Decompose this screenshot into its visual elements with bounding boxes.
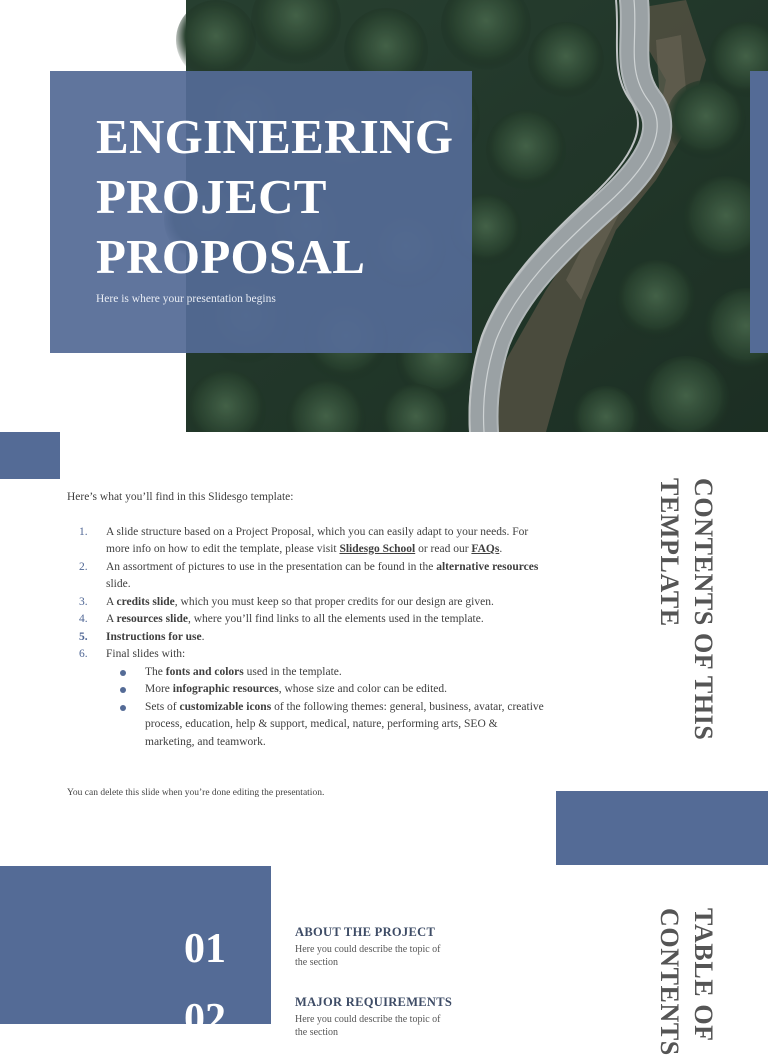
contents-slide xyxy=(0,432,768,866)
contents-list-item xyxy=(67,629,547,647)
title-line-1: ENGINEERING xyxy=(96,109,454,164)
bold-text: Instructions for use xyxy=(106,630,202,643)
toc-item-desc: Here you could describe the topic of the section xyxy=(295,1014,441,1038)
bold-text: infographic resources xyxy=(172,683,279,695)
accent-strip xyxy=(750,71,768,353)
contents-list-item xyxy=(67,594,547,612)
bold-text: credits slide xyxy=(116,595,175,608)
text-span: A xyxy=(106,595,117,608)
list-item-number: 4. xyxy=(79,613,88,625)
text-link[interactable]: FAQs xyxy=(471,543,500,555)
text-span: More xyxy=(145,683,173,695)
list-item-text xyxy=(106,613,484,625)
contents-title-line-1: CONTENTS OF THIS xyxy=(689,478,718,741)
list-item-text xyxy=(106,561,538,591)
toc-title-line-1: TABLE OF xyxy=(689,908,718,1042)
bold-text: resources slide xyxy=(116,613,188,625)
list-item-text xyxy=(106,648,185,660)
text-span: of the following themes: general, business, avatar, creative process, education, help & support, medical, nature, performing arts, SEO & marketing, and teamwork. xyxy=(145,700,544,748)
sub-bullet-list xyxy=(106,664,547,752)
text-span: , which you must keep so that proper credits for our design are given. xyxy=(174,595,494,608)
toc-item-desc: Here you could describe the topic of the section xyxy=(295,944,441,968)
text-span: slide. xyxy=(106,578,131,590)
contents-title-line-2: TEMPLATE xyxy=(655,478,684,627)
sub-bullet-item xyxy=(106,681,547,699)
contents-list xyxy=(67,524,547,752)
title-line-2: PROJECT xyxy=(96,169,327,224)
text-span: . xyxy=(201,630,205,643)
title-panel xyxy=(50,71,472,353)
text-span: used in the template. xyxy=(243,665,342,678)
text-span: or read our xyxy=(415,543,472,555)
accent-square xyxy=(0,432,60,479)
section-number-01: 01 xyxy=(184,926,226,972)
presentation-title xyxy=(96,107,476,287)
text-span: Final slides with: xyxy=(106,648,186,660)
text-span: The xyxy=(145,665,166,678)
toc-vertical-title xyxy=(652,908,720,1056)
numbers-panel xyxy=(0,866,271,1042)
list-item-text xyxy=(106,596,494,608)
delete-slide-note: You can delete this slide when you’re done editing the presentation. xyxy=(67,788,325,798)
toc-item[interactable] xyxy=(295,995,495,1039)
text-span: , whose size and color can be edited. xyxy=(278,683,448,695)
text-span: A xyxy=(106,613,117,625)
accent-box xyxy=(556,791,768,865)
list-item-number: 6. xyxy=(79,648,88,660)
contents-body xyxy=(67,489,547,751)
contents-list-item xyxy=(67,611,547,629)
contents-list-item xyxy=(67,559,547,594)
title-slide xyxy=(0,0,768,432)
section-number-02: 02 xyxy=(184,996,226,1042)
bold-text: fonts and colors xyxy=(165,665,244,678)
table-of-contents-slide xyxy=(0,866,768,1056)
bold-text: customizable icons xyxy=(179,700,272,713)
contents-vertical-title xyxy=(652,478,720,740)
sub-bullet-item xyxy=(106,699,547,752)
text-span: A slide structure based on a Project Proposal, which you can easily adapt to your needs. For more info on how to edit the template, please visit xyxy=(106,525,529,555)
presentation-subtitle: Here is where your presentation begins xyxy=(96,293,276,305)
list-item-number: 1. xyxy=(79,525,88,538)
toc-title-line-2: CONTENTS xyxy=(655,908,684,1056)
list-item-text xyxy=(106,631,205,643)
text-span: , where you’ll find links to all the elements used in the template. xyxy=(188,613,484,625)
list-item-number: 5. xyxy=(79,630,88,643)
text-span: Sets of xyxy=(145,700,180,713)
text-span: . xyxy=(499,543,503,555)
title-line-3: PROPOSAL xyxy=(96,229,366,284)
text-span: An assortment of pictures to use in the presentation can be found in the xyxy=(106,560,437,573)
toc-item-title: MAJOR REQUIREMENTS xyxy=(295,995,453,1009)
contents-list-item xyxy=(67,646,547,751)
toc-item-title: ABOUT THE PROJECT xyxy=(295,925,436,939)
bold-text: alternative resources xyxy=(436,560,539,573)
contents-list-item xyxy=(67,524,547,559)
contents-intro: Here’s what you’ll find in this Slidesgo template: xyxy=(67,491,294,503)
sub-bullet-item xyxy=(106,664,547,682)
list-item-number: 3. xyxy=(79,595,88,608)
toc-item[interactable] xyxy=(295,925,495,969)
list-item-number: 2. xyxy=(79,560,88,573)
text-link[interactable]: Slidesgo School xyxy=(339,543,416,555)
list-item-text xyxy=(106,526,528,556)
